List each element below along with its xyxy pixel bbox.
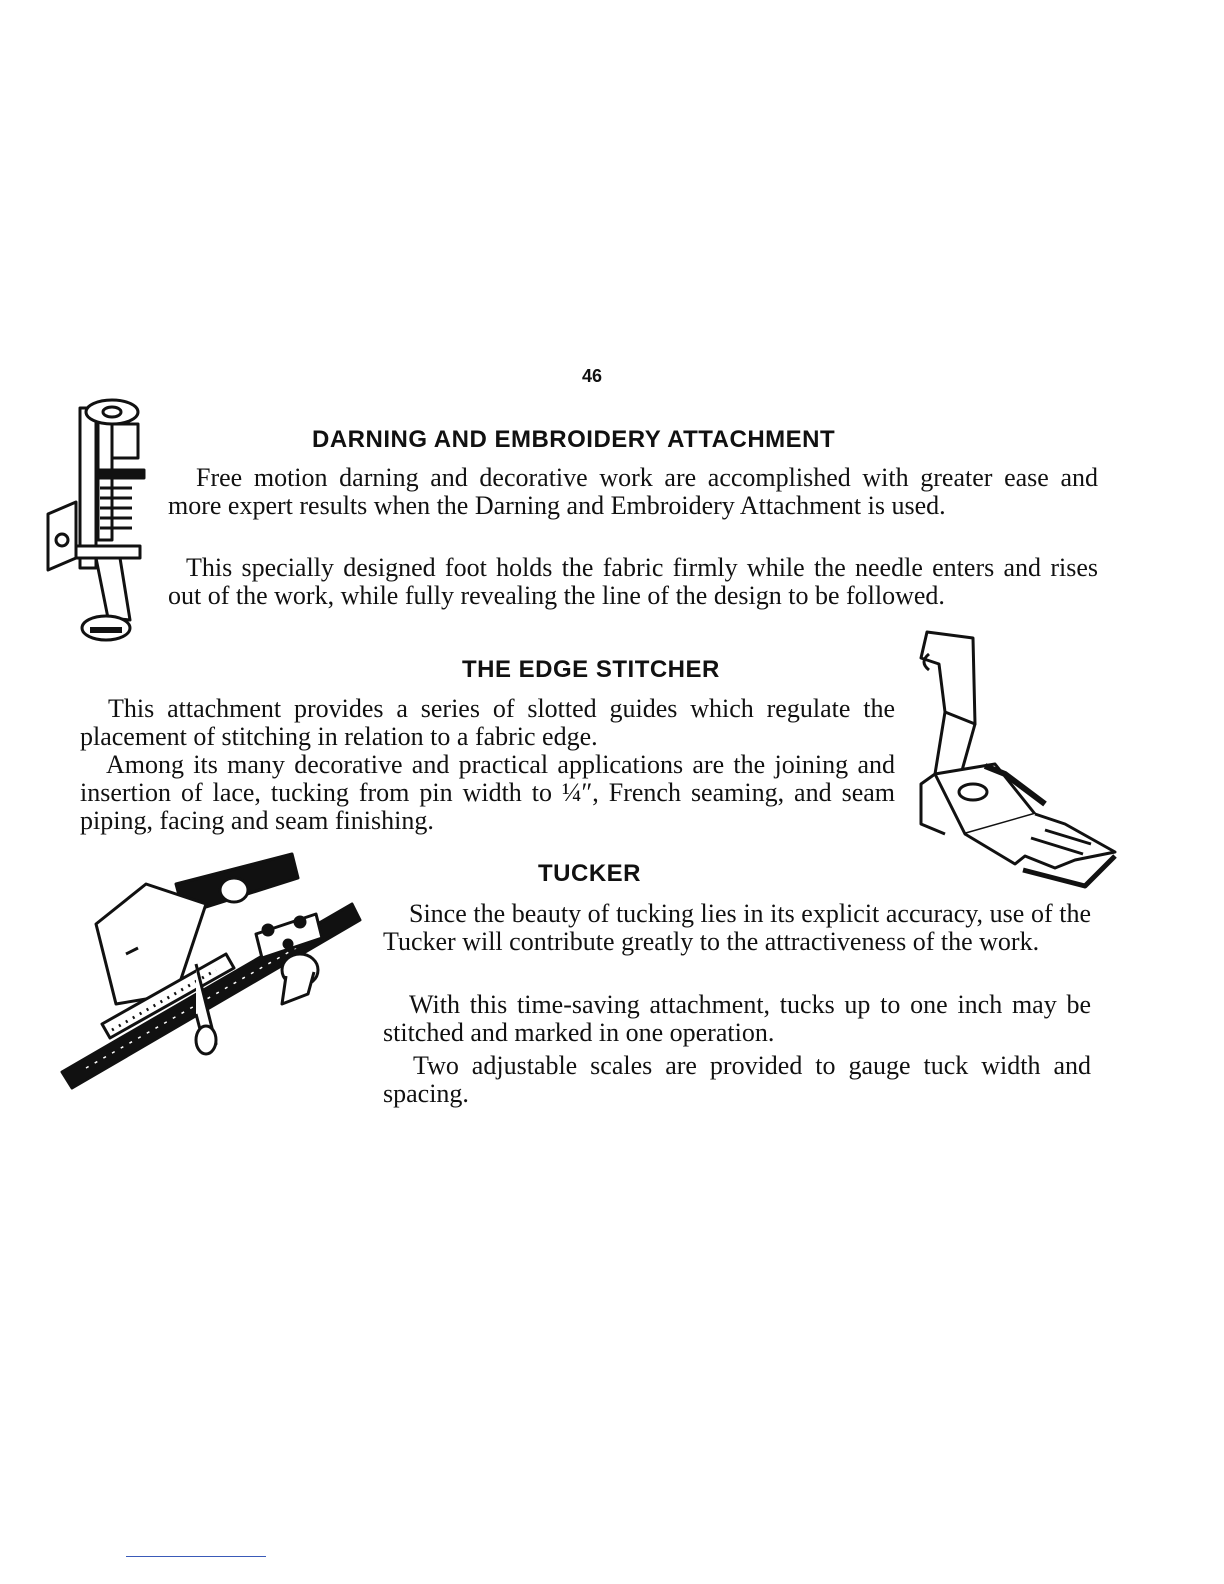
edge-stitcher-icon — [905, 624, 1120, 894]
tucker-paragraph-2: With this time-saving attachment, tucks up to one inch may be stitched and marked in one operation. — [383, 990, 1091, 1047]
tucker-heading: TUCKER — [538, 860, 641, 887]
edge-stitcher-paragraph-2: Among its many decorative and practical applications are the joining and insertion of lace, tucking from pin width to ¼″, French seaming, and seam piping, facing and seam finishing. — [80, 750, 895, 835]
tucker-icon — [56, 844, 364, 1092]
darning-paragraph-2: This specially designed foot holds the fabric firmly while the needle enters and rises out of the work, while fully revealing the line of the design to be followed. — [168, 553, 1098, 610]
edge-stitcher-heading: THE EDGE STITCHER — [462, 656, 720, 683]
darning-heading: DARNING AND EMBROIDERY ATTACHMENT — [312, 426, 836, 453]
page-number: 46 — [581, 366, 603, 386]
tucker-paragraph-1: Since the beauty of tucking lies in its explicit accuracy, use of the Tucker will contribute greatly to the attractiveness of the work. — [383, 899, 1091, 956]
darning-foot-icon — [40, 398, 160, 650]
tucker-paragraph-3: Two adjustable scales are provided to gauge tuck width and spacing. — [383, 1051, 1091, 1108]
edge-stitcher-paragraph-1: This attachment provides a series of slotted guides which regulate the placement of stitching in relation to a fabric edge. — [80, 694, 895, 751]
footer-rule — [126, 1556, 266, 1557]
darning-paragraph-1: Free motion darning and decorative work are accomplished with greater ease and more expert results when the Darning and Embroidery Attachment is used. — [168, 463, 1098, 520]
